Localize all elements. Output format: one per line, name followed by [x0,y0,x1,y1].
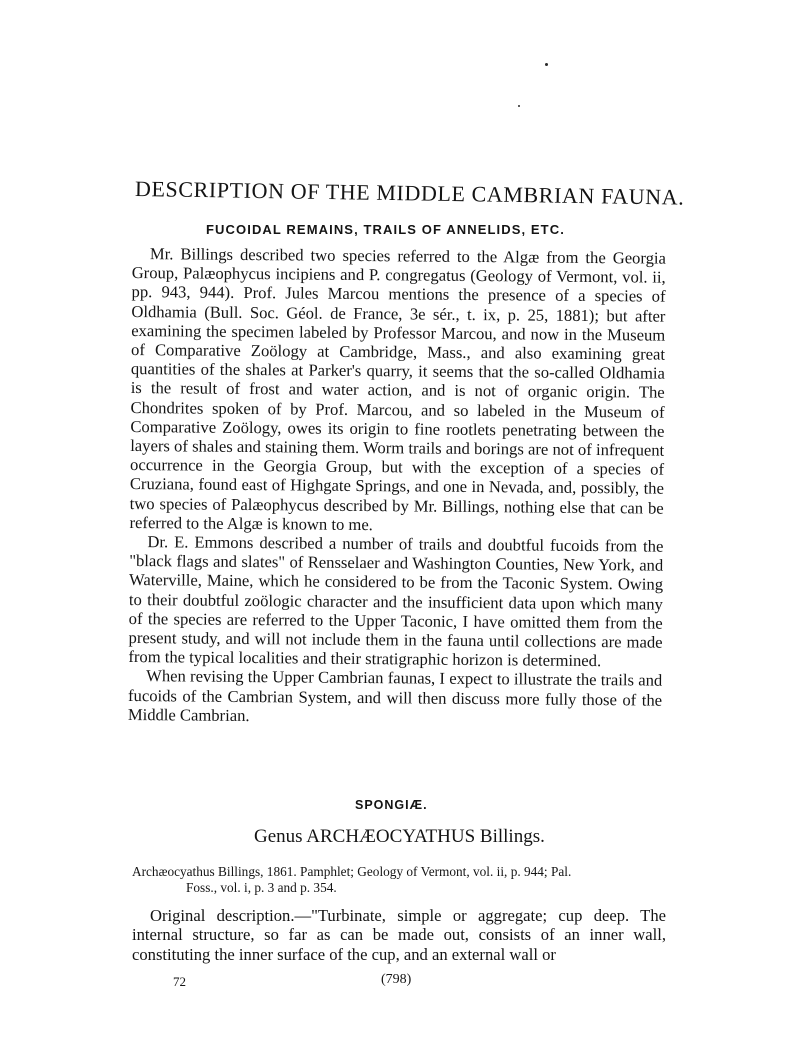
page-title: DESCRIPTION OF THE MIDDLE CAMBRIAN FAUNA. [134,176,685,210]
page-number: (798) [381,972,412,987]
paragraph: Dr. E. Emmons described a number of trails and doubtful fucoids from the "black flags and slates" of Rensselaer and Washington Counties, New York, and Waterville, Maine, which he considered to be from the Taconic System. Owing to their doubtful zoölogic character and the insufficient data upon which many of the species are referred to the Upper Taconic, I have omitted them from the present study, and will not include them in the fauna until collections are made from the typical localities and their stratigraphic horizon is determined. [128,532,664,671]
original-description [132,906,666,964]
paragraph: Mr. Billings described two species referred to the Algæ from the Georgia Group, Palæophycus incipiens and P. congregatus (Geology of Vermont, vol. ii, pp. 943, 944). Prof. Jules Marcou mentions the presence of a species of Oldhamia (Bull. Soc. Géol. de France, 3e sér., t. ix, p. 25, 1881); but after examining the specimen labeled by Professor Marcou, and now in the Museum of Comparative Zoölogy at Cambridge, Mass., and also examining great quantities of the shales at Parker's quarry, it seems that the so-called Oldhamia is the result of frost and water action, and is not of organic origin. The Chondrites spoken of by Prof. Marcou, and so labeled in the Museum of Comparative Zoölogy, owes its origin to fine rootlets penetrating between the layers of shales and staining them. Worm trails and borings are not of infrequent occurrence in the Georgia Group, but with the exception of a species of Cruziana, found east of Highgate Springs, and one in Nevada, and, possibly, the two species of Palæophycus described by Mr. Billings, nothing else that can be referred to the Algæ is known to me. [129,244,666,534]
genus-heading: Genus ARCHÆOCYATHUS Billings. [254,826,545,847]
section-subtitle: FUCOIDAL REMAINS, TRAILS OF ANNELIDS, ETC. [206,222,565,237]
paragraph: Original description.—"Turbinate, simple or aggregate; cup deep. The internal structure, so far as can be made out, consists of an inner wall, constituting the inner surface of the cup, and an external wall or [132,906,666,964]
citation-line: Archæocyathus Billings, 1861. Pamphlet; Geology of Vermont, vol. ii, p. 944; Pal. [132,864,572,879]
paragraph: When revising the Upper Cambrian faunas, I expect to illustrate the trails and fucoids of the Cambrian System, and will then discuss more fully those of the Middle Cambrian. [127,666,663,725]
citation [132,864,668,896]
body-text [128,244,666,729]
citation-line: Foss., vol. i, p. 3 and p. 354. [186,880,337,895]
section-heading: SPONGIÆ. [355,798,428,812]
scan-speck [545,63,548,66]
plate-number: 72 [173,974,186,989]
scan-speck [518,105,520,107]
